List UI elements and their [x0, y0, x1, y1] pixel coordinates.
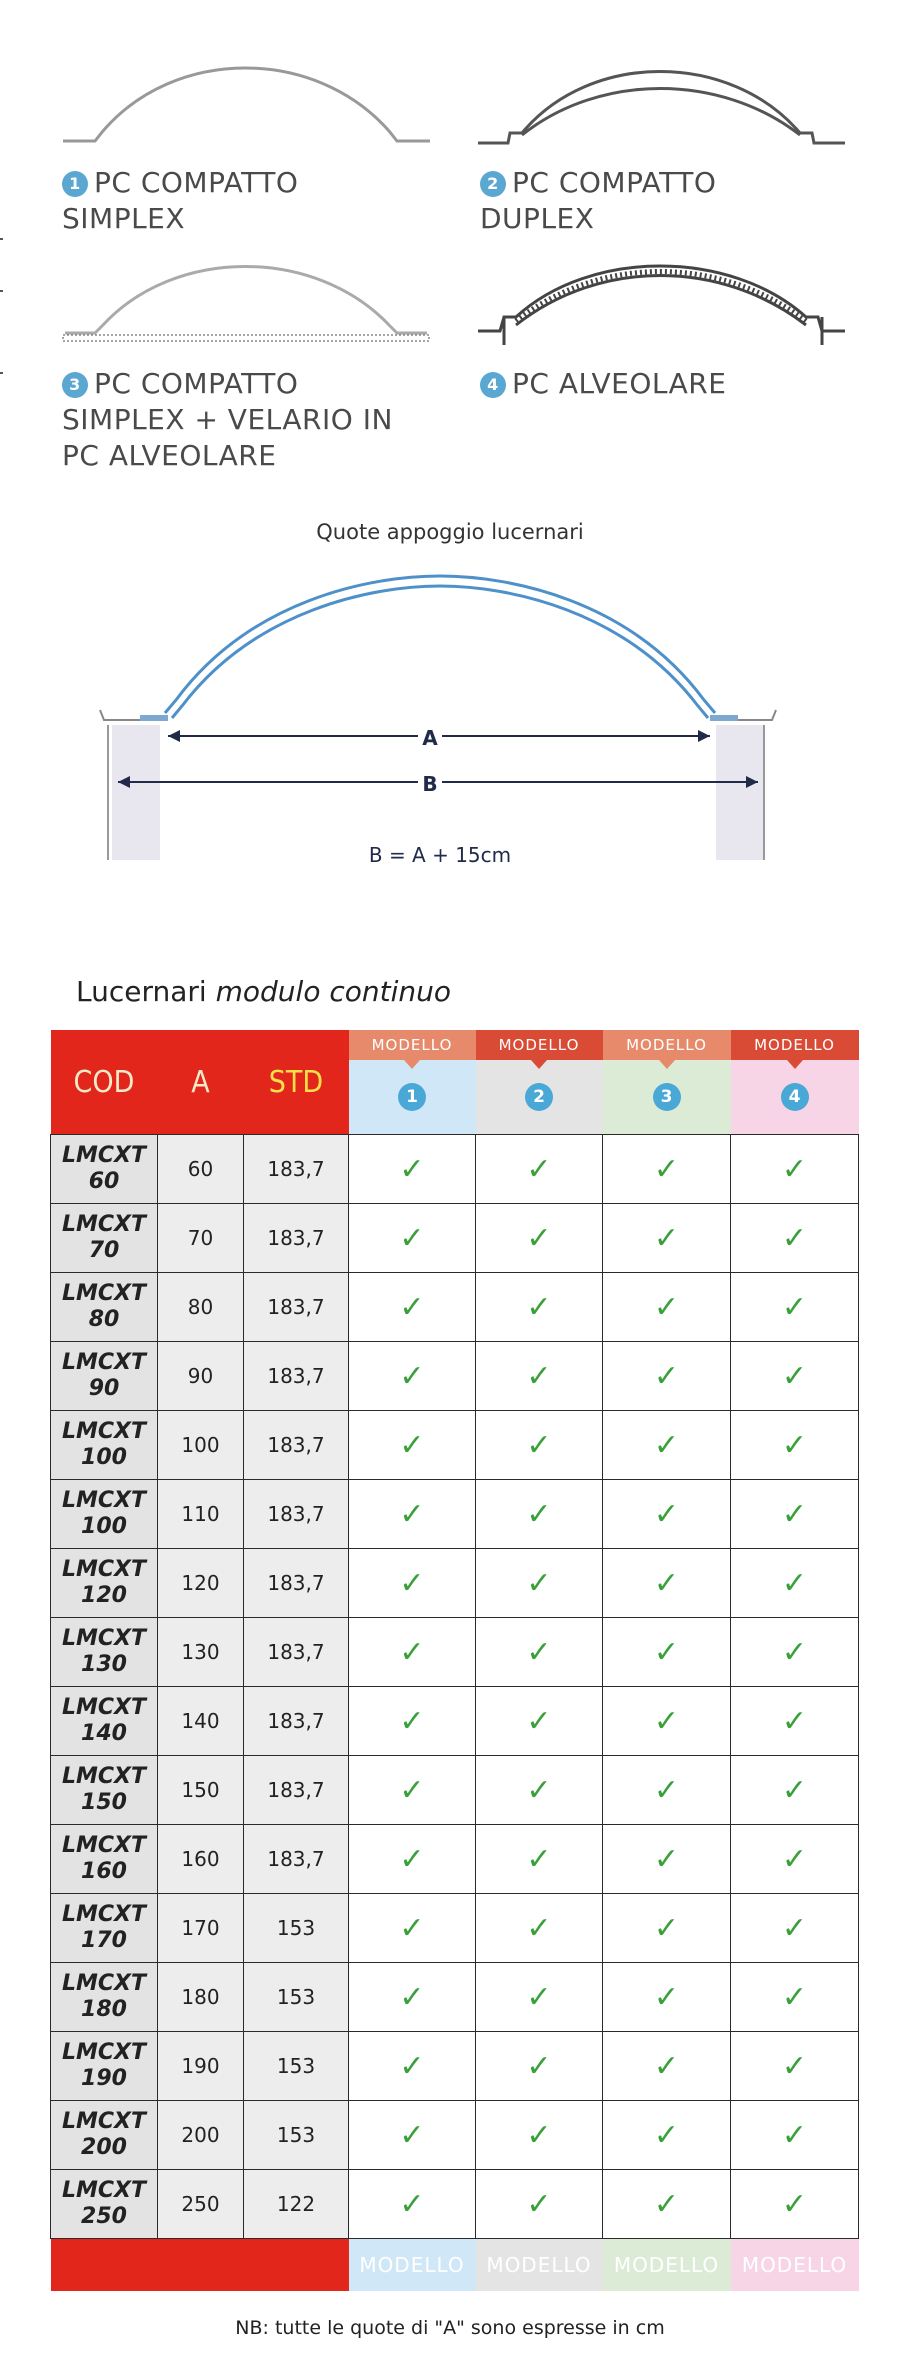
table-row	[51, 1204, 859, 1273]
check-icon: ✓	[476, 1204, 603, 1273]
cell-std: 183,7	[244, 1480, 349, 1549]
cod-suffix: 190	[81, 2066, 127, 2091]
cod-prefix: LMCXT	[61, 1212, 147, 1237]
cell-std: 183,7	[244, 1825, 349, 1894]
check-icon: ✓	[603, 1135, 731, 1204]
check-icon: ✓	[349, 1963, 476, 2032]
header-cod: COD	[51, 1030, 158, 1135]
table-row	[51, 2032, 859, 2101]
cod-prefix: LMCXT	[61, 1626, 147, 1651]
check-icon: ✓	[349, 1342, 476, 1411]
check-icon: ✓	[476, 1135, 603, 1204]
check-icon: ✓	[603, 1273, 731, 1342]
cod-prefix: LMCXT	[61, 1419, 147, 1444]
cod-suffix: 100	[81, 1445, 127, 1470]
cell-a: 60	[158, 1135, 244, 1204]
check-icon: ✓	[731, 1204, 859, 1273]
cell-a: 70	[158, 1204, 244, 1273]
check-icon: ✓	[476, 1342, 603, 1411]
cell-cod	[51, 1756, 158, 1825]
header-modello-2	[476, 1030, 603, 1060]
modello-3-label: MODELLO	[626, 1036, 707, 1054]
table-row	[51, 1618, 859, 1687]
cell-cod	[51, 1894, 158, 1963]
cod-suffix: 80	[88, 1307, 120, 1332]
check-icon: ✓	[349, 2101, 476, 2170]
check-icon: ✓	[349, 1273, 476, 1342]
cod-suffix: 130	[81, 1652, 127, 1677]
modello-2-label: MODELLO	[498, 1036, 580, 1054]
profile-1-number: 1	[62, 171, 88, 197]
header-modello-3	[603, 1030, 731, 1060]
check-icon: ✓	[476, 1687, 603, 1756]
cod-suffix: 160	[81, 1859, 127, 1884]
check-icon: ✓	[476, 1825, 603, 1894]
cod-suffix: 140	[81, 1721, 127, 1746]
check-icon: ✓	[731, 1273, 859, 1342]
check-icon: ✓	[349, 1204, 476, 1273]
cod-prefix: LMCXT	[61, 1143, 147, 1168]
profile-3-number: 3	[62, 372, 88, 398]
cell-cod	[51, 1342, 158, 1411]
check-icon: ✓	[476, 1618, 603, 1687]
cod-prefix: LMCXT	[61, 1488, 147, 1513]
cod-prefix: LMCXT	[61, 1557, 147, 1582]
modello-4-label: MODELLO	[754, 1036, 835, 1054]
check-icon: ✓	[349, 2170, 476, 2239]
model-3-number: 3	[653, 1083, 681, 1111]
margin-mark	[0, 290, 3, 292]
footer-modello-3: MODELLO	[603, 2239, 731, 2292]
cell-a: 150	[158, 1756, 244, 1825]
cod-suffix: 250	[81, 2204, 127, 2229]
table-row	[51, 1894, 859, 1963]
footer-modello-1: MODELLO	[349, 2239, 476, 2292]
check-icon: ✓	[731, 1825, 859, 1894]
header-std	[244, 1030, 349, 1135]
check-icon: ✓	[731, 1618, 859, 1687]
check-icon: ✓	[476, 2101, 603, 2170]
check-icon: ✓	[731, 1963, 859, 2032]
cell-a: 140	[158, 1687, 244, 1756]
table-title-italic: modulo continuo	[215, 975, 451, 1008]
table-row	[51, 1549, 859, 1618]
cod-prefix: LMCXT	[61, 1764, 147, 1789]
cod-suffix: 60	[88, 1169, 120, 1194]
check-icon: ✓	[349, 1135, 476, 1204]
cod-prefix: LMCXT	[61, 1833, 147, 1858]
cell-a: 190	[158, 2032, 244, 2101]
profile-3-caption	[62, 366, 393, 474]
table-row	[51, 1273, 859, 1342]
cell-a: 160	[158, 1825, 244, 1894]
model-4-number: 4	[781, 1083, 809, 1111]
footer-modello-2: MODELLO	[476, 2239, 603, 2292]
cod-prefix: LMCXT	[61, 2178, 147, 2203]
table-row	[51, 1411, 859, 1480]
profile-4-line1: PC ALVEOLARE	[512, 367, 727, 400]
cell-std: 183,7	[244, 1411, 349, 1480]
table-row	[51, 1963, 859, 2032]
profile-2-number: 2	[480, 171, 506, 197]
check-icon: ✓	[603, 1756, 731, 1825]
check-icon: ✓	[349, 1411, 476, 1480]
check-icon: ✓	[349, 1756, 476, 1825]
profile-2-caption	[480, 165, 716, 237]
check-icon: ✓	[349, 1894, 476, 1963]
check-icon: ✓	[476, 1480, 603, 1549]
cell-a: 90	[158, 1342, 244, 1411]
profiles-section	[0, 0, 900, 500]
cell-std: 122	[244, 2170, 349, 2239]
profile-4-drawing	[470, 255, 860, 350]
check-icon: ✓	[603, 2032, 731, 2101]
left-support	[112, 725, 160, 860]
cell-std: 183,7	[244, 1687, 349, 1756]
cod-prefix: LMCXT	[61, 2040, 147, 2065]
cell-std: 183,7	[244, 1342, 349, 1411]
model-4-number-cell	[731, 1060, 859, 1135]
modello-1-pointer	[404, 1060, 420, 1069]
check-icon: ✓	[603, 1480, 731, 1549]
profile-3-line2: SIMPLEX + VELARIO IN	[62, 403, 393, 436]
check-icon: ✓	[731, 1549, 859, 1618]
margin-mark	[0, 238, 3, 240]
cell-cod	[51, 1963, 158, 2032]
check-icon: ✓	[476, 2170, 603, 2239]
cod-prefix: LMCXT	[61, 1971, 147, 1996]
modello-1-label: MODELLO	[371, 1036, 453, 1054]
profile-1-caption	[62, 165, 298, 237]
check-icon: ✓	[603, 2170, 731, 2239]
table-row	[51, 1342, 859, 1411]
check-icon: ✓	[603, 1204, 731, 1273]
header-std-label: STD	[268, 1064, 324, 1100]
check-icon: ✓	[476, 1411, 603, 1480]
cell-std: 183,7	[244, 1204, 349, 1273]
check-icon: ✓	[349, 1825, 476, 1894]
cell-std: 153	[244, 2101, 349, 2170]
cod-suffix: 170	[81, 1928, 127, 1953]
modello-4-pointer	[787, 1060, 803, 1069]
cell-a: 250	[158, 2170, 244, 2239]
footer-red-band	[51, 2239, 349, 2292]
model-2-number-cell	[476, 1060, 603, 1135]
cod-suffix: 180	[81, 1997, 127, 2022]
cell-cod	[51, 1687, 158, 1756]
header-modello-4	[731, 1030, 859, 1060]
product-table	[50, 1030, 859, 2291]
cell-std: 183,7	[244, 1618, 349, 1687]
cell-a: 100	[158, 1411, 244, 1480]
check-icon: ✓	[603, 1549, 731, 1618]
cod-prefix: LMCXT	[61, 2109, 147, 2134]
cell-a: 180	[158, 1963, 244, 2032]
check-icon: ✓	[603, 1963, 731, 2032]
check-icon: ✓	[476, 1273, 603, 1342]
table-row	[51, 2170, 859, 2239]
profile-1-line2: SIMPLEX	[62, 202, 186, 235]
cell-a: 200	[158, 2101, 244, 2170]
profile-3-drawing	[55, 255, 445, 350]
profile-1-line1: PC COMPATTO	[94, 166, 299, 199]
dimension-formula: B = A + 15cm	[368, 843, 512, 867]
table-row	[51, 1825, 859, 1894]
footer-modello-4: MODELLO	[731, 2239, 859, 2292]
cod-prefix: LMCXT	[61, 1695, 147, 1720]
cell-cod	[51, 2101, 158, 2170]
dimension-a-label: A	[422, 726, 438, 750]
cell-a: 80	[158, 1273, 244, 1342]
table-footer-row	[51, 2239, 859, 2292]
table-row	[51, 2101, 859, 2170]
cell-cod	[51, 1204, 158, 1273]
cell-std: 183,7	[244, 1273, 349, 1342]
cell-a: 130	[158, 1618, 244, 1687]
check-icon: ✓	[603, 1618, 731, 1687]
table-row	[51, 1135, 859, 1204]
profile-3-line3: PC ALVEOLARE	[62, 439, 277, 472]
margin-mark	[0, 372, 3, 374]
cod-suffix: 70	[88, 1238, 120, 1263]
model-1-number: 1	[398, 1083, 426, 1111]
cell-std: 153	[244, 1894, 349, 1963]
cell-std: 183,7	[244, 1135, 349, 1204]
cell-a: 120	[158, 1549, 244, 1618]
table-row	[51, 1756, 859, 1825]
check-icon: ✓	[731, 1411, 859, 1480]
check-icon: ✓	[603, 1411, 731, 1480]
profile-3-line1: PC COMPATTO	[94, 367, 299, 400]
cell-std: 153	[244, 2032, 349, 2101]
table-row	[51, 1687, 859, 1756]
cell-cod	[51, 1480, 158, 1549]
modello-3-pointer	[659, 1060, 675, 1069]
cell-a: 170	[158, 1894, 244, 1963]
model-1-number-cell	[349, 1060, 476, 1135]
check-icon: ✓	[349, 1480, 476, 1549]
check-icon: ✓	[731, 2032, 859, 2101]
check-icon: ✓	[349, 1618, 476, 1687]
cell-std: 183,7	[244, 1549, 349, 1618]
diagram-title: Quote appoggio lucernari	[316, 520, 584, 544]
model-2-number: 2	[525, 1083, 553, 1111]
cod-suffix: 200	[81, 2135, 127, 2160]
cod-suffix: 100	[81, 1514, 127, 1539]
cell-cod	[51, 1135, 158, 1204]
header-row-top	[51, 1030, 859, 1060]
cell-cod	[51, 1825, 158, 1894]
table-title-main: Lucernari	[76, 975, 207, 1008]
check-icon: ✓	[476, 1756, 603, 1825]
check-icon: ✓	[603, 1687, 731, 1756]
cell-a: 110	[158, 1480, 244, 1549]
cod-prefix: LMCXT	[61, 1281, 147, 1306]
model-3-number-cell	[603, 1060, 731, 1135]
profile-4-caption	[480, 366, 726, 402]
cell-cod	[51, 2032, 158, 2101]
modello-2-pointer	[531, 1060, 547, 1069]
check-icon: ✓	[731, 1480, 859, 1549]
profile-4-number: 4	[480, 372, 506, 398]
check-icon: ✓	[731, 1687, 859, 1756]
profile-1-drawing	[55, 55, 445, 155]
profile-2-drawing	[470, 55, 860, 155]
profile-2-line2: DUPLEX	[480, 202, 595, 235]
cod-suffix: 150	[81, 1790, 127, 1815]
cell-std: 183,7	[244, 1756, 349, 1825]
check-icon: ✓	[731, 1894, 859, 1963]
check-icon: ✓	[476, 2032, 603, 2101]
cell-cod	[51, 1549, 158, 1618]
check-icon: ✓	[603, 1894, 731, 1963]
check-icon: ✓	[603, 2101, 731, 2170]
check-icon: ✓	[603, 1342, 731, 1411]
check-icon: ✓	[349, 1687, 476, 1756]
table-row	[51, 1480, 859, 1549]
cell-std: 153	[244, 1963, 349, 2032]
cod-suffix: 90	[88, 1376, 120, 1401]
table-title	[76, 975, 451, 1008]
footnote: NB: tutte le quote di "A" sono espresse in cm	[235, 2317, 665, 2339]
right-support	[716, 725, 764, 860]
cell-cod	[51, 1273, 158, 1342]
header-a: A	[158, 1030, 244, 1135]
cell-cod	[51, 2170, 158, 2239]
check-icon: ✓	[476, 1894, 603, 1963]
check-icon: ✓	[603, 1825, 731, 1894]
profile-2-line1: PC COMPATTO	[512, 166, 717, 199]
check-icon: ✓	[731, 2101, 859, 2170]
cod-suffix: 120	[81, 1583, 127, 1608]
cod-prefix: LMCXT	[61, 1902, 147, 1927]
check-icon: ✓	[731, 1756, 859, 1825]
check-icon: ✓	[476, 1963, 603, 2032]
check-icon: ✓	[476, 1549, 603, 1618]
check-icon: ✓	[731, 1135, 859, 1204]
cod-prefix: LMCXT	[61, 1350, 147, 1375]
check-icon: ✓	[349, 2032, 476, 2101]
check-icon: ✓	[349, 1549, 476, 1618]
cell-cod	[51, 1618, 158, 1687]
support-diagram	[0, 550, 900, 890]
header-modello-1	[349, 1030, 476, 1060]
cell-cod	[51, 1411, 158, 1480]
check-icon: ✓	[731, 1342, 859, 1411]
dimension-b-label: B	[422, 772, 438, 796]
check-icon: ✓	[731, 2170, 859, 2239]
